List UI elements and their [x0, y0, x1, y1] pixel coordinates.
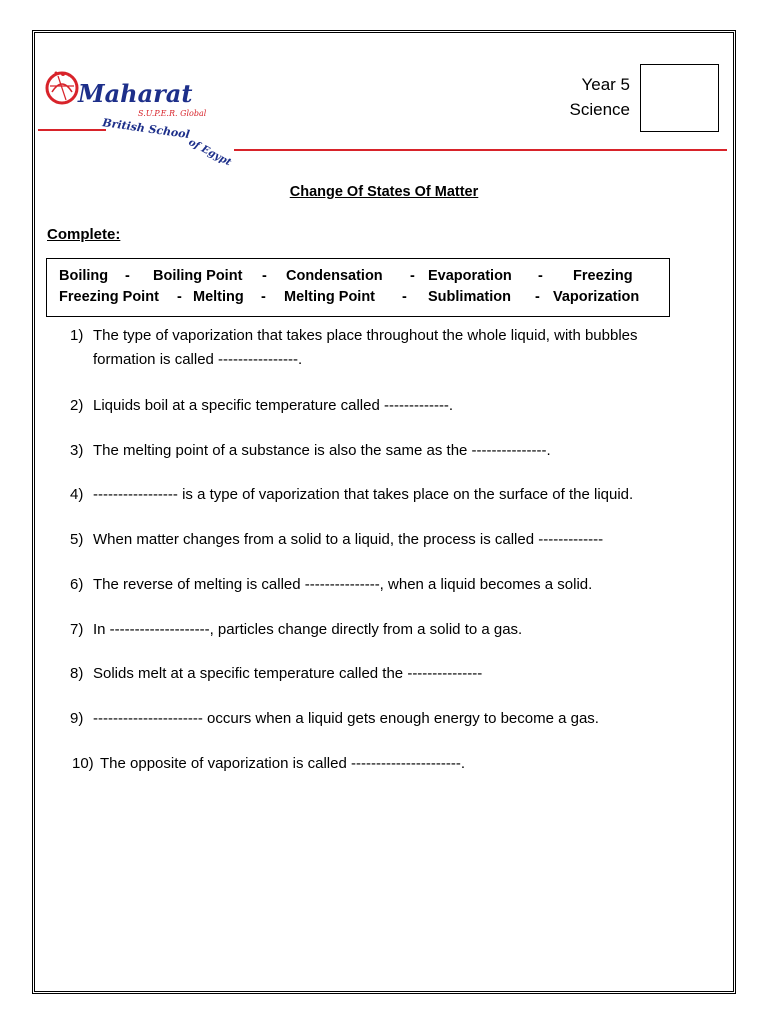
question-text: ----------------- is a type of vaporization that takes place on the surface of the liquid.	[93, 486, 634, 503]
word-bank-separator: -	[538, 268, 543, 284]
question-text: The type of vaporization that takes place throughout the whole liquid, with bubbles	[93, 327, 638, 344]
header-red-line-right	[234, 149, 727, 151]
question-text: The opposite of vaporization is called ----------------------.	[100, 755, 466, 772]
logo-school-line1: British School	[101, 116, 191, 142]
word-bank-term: Freezing Point	[59, 289, 159, 305]
question-text: In --------------------, particles change directly from a solid to a gas.	[93, 621, 523, 638]
word-bank-term: Evaporation	[428, 268, 512, 284]
word-bank-term: Freezing	[573, 268, 633, 284]
question-text-continued: formation is called ----------------.	[93, 351, 303, 368]
page-border	[32, 30, 736, 994]
word-bank-term: Melting	[193, 289, 244, 305]
question-text: ---------------------- occurs when a liquid gets enough energy to become a gas.	[93, 710, 599, 727]
word-bank-term: Boiling	[59, 268, 109, 284]
question-number: 2)	[70, 397, 84, 414]
word-bank-separator: -	[535, 289, 540, 305]
question-number: 6)	[70, 576, 84, 593]
word-bank-term: Condensation	[286, 268, 383, 284]
logo-brand: Maharat	[78, 79, 193, 108]
word-bank-separator: -	[402, 289, 407, 305]
instruction-label: Complete:	[47, 226, 121, 243]
word-bank-term: Sublimation	[428, 289, 511, 305]
score-box	[640, 64, 719, 132]
logo-school-line2: of Egypt	[186, 136, 233, 168]
question-number: 5)	[70, 531, 84, 548]
word-bank-separator: -	[261, 289, 266, 305]
word-bank-row-2	[47, 289, 669, 309]
question-number: 9)	[70, 710, 84, 727]
word-bank-term: Boiling Point	[153, 268, 243, 284]
worksheet-title: Change Of States Of Matter	[289, 184, 479, 200]
word-bank-separator: -	[410, 268, 415, 284]
word-bank-separator: -	[177, 289, 182, 305]
subject-label: Science	[569, 100, 630, 119]
question-text: Solids melt at a specific temperature called the ---------------	[93, 665, 483, 682]
question-number: 4)	[70, 486, 84, 503]
question-number: 1)	[70, 327, 84, 344]
question-number: 3)	[70, 442, 84, 459]
question-text: Liquids boil at a specific temperature called -------------.	[93, 397, 454, 414]
grade-subject-block	[548, 72, 630, 122]
word-bank	[46, 258, 670, 317]
question-number: 8)	[70, 665, 84, 682]
word-bank-separator: -	[125, 268, 130, 284]
word-bank-separator: -	[262, 268, 267, 284]
question-text: When matter changes from a solid to a liquid, the process is called -------------	[93, 531, 604, 548]
school-logo	[36, 64, 276, 168]
word-bank-row-1	[47, 268, 669, 288]
question-text: The melting point of a substance is also the same as the ---------------.	[93, 442, 551, 459]
grade-label: Year 5	[581, 75, 630, 94]
question-number: 7)	[70, 621, 84, 638]
word-bank-term: Vaporization	[553, 289, 640, 305]
question-number: 10)	[72, 755, 94, 772]
word-bank-term: Melting Point	[284, 289, 376, 305]
logo-tagline: S.U.P.E.R. Global	[138, 109, 207, 118]
question-text: The reverse of melting is called ---------------, when a liquid becomes a solid.	[93, 576, 593, 593]
